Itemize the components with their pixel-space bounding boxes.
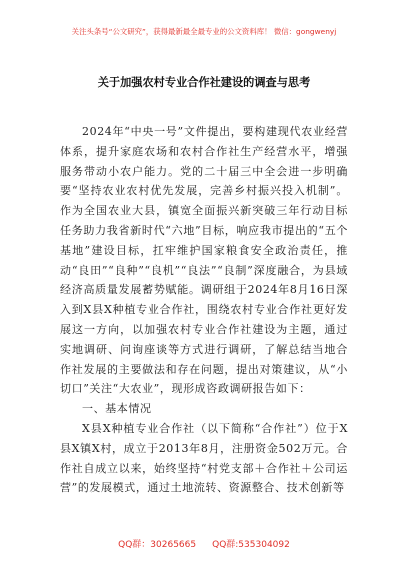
qq-group-1: QQ群：30265665 (118, 540, 197, 550)
header-promo-banner: 关注头条号“公文研究”，获得最新最全最专业的公文资料库！ 微信：gongwenyj (71, 27, 337, 36)
intro-paragraph: 2024年“中央一号”文件提出，要构建现代农业经营体系，提升家庭农场和农村合作社生产经营水平，增强服务带动小农户能力。党的二十届三中全会进一步明确要“坚持农业农村优先发展，完善乡村振兴投入机制”。作为全国农业大县，镇宽全面振兴新突破三年行动目标任务助力我省新时代“六地”目标，响应我市提出的“五个基地”建设目标，扛牢维护国家粮食安全政治责任，推动“良田”“良种”“良机”“良法”“良制”深度融合，为县域经济高质量发展蓄势赋能。调研组于2024年8月16日深入到X县X种植专业合作社，围绕农村专业合作社更好发展这一方向，以加强农村专业合作社建设为主题，通过实地调研、问询座谈等方式进行调研，了解总结当地合作社发展的主要做法和存在问题，提出对策建议，从“小切口”关注“大农业”，现形成咨政调研报告如下： (60, 125, 348, 396)
basic-info-paragraph: X县X种植专业合作社（以下简称“合作社”）位于X县X镇X村，成立于2013年8月，注册资金502万元。合作社自成立以来，始终坚持“村党支部＋合作社＋公司运营”的发展模式，通过土地流转、资源整合、技术创新等 (60, 421, 348, 495)
qq-group-2: QQ群:535304092 (212, 540, 290, 550)
document-title: 关于加强农村专业合作社建设的调查与思考 (97, 76, 311, 89)
document-body (60, 122, 348, 498)
footer-qq-groups (0, 537, 408, 550)
section-heading-basic-info: 一、基本情况 (82, 402, 152, 416)
